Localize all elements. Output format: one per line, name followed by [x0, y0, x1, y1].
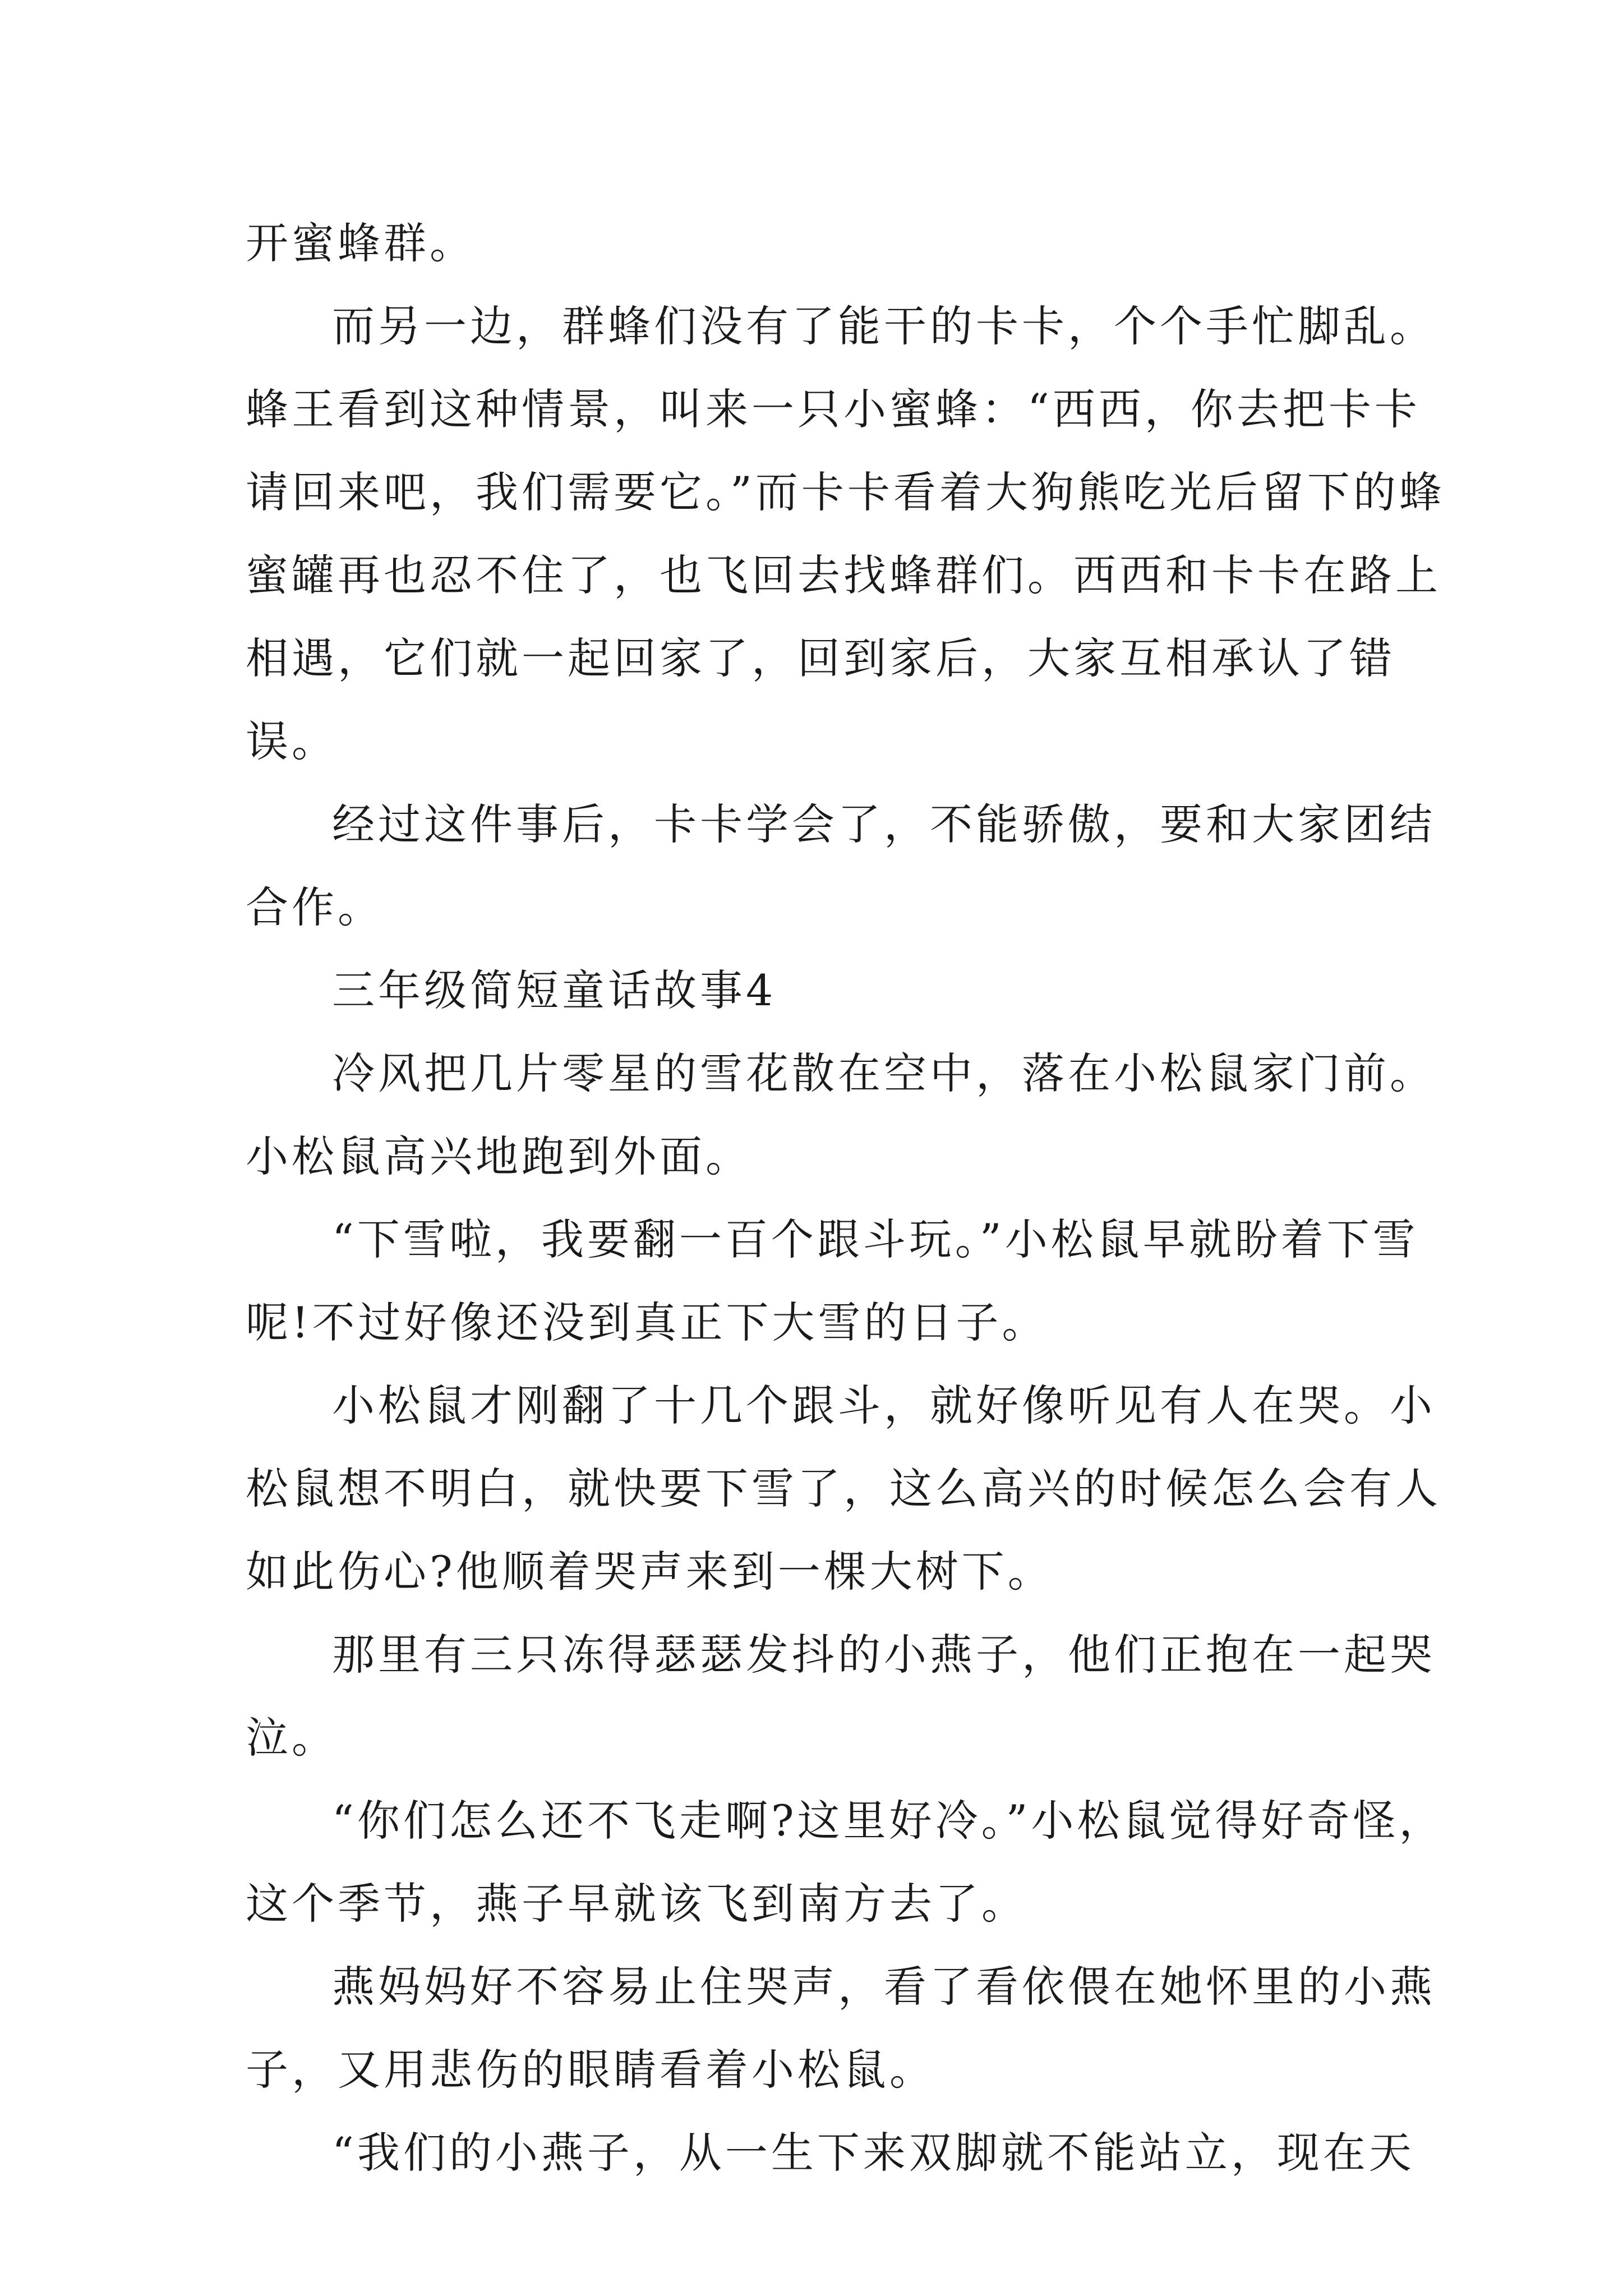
section-heading: 三年级简短童话故事4 — [332, 965, 777, 1015]
paragraph: “我们的小燕子，从一生下来双脚就不能站立，现在天 — [332, 2128, 1415, 2178]
paragraph: “你们怎么还不飞走啊?这里好冷。”小松鼠觉得好奇怪，这个季节，燕子早就该飞到南方去了。 — [246, 1796, 1445, 1929]
paragraph: 小松鼠才刚翻了十几个跟斗，就好像听见有人在哭。小松鼠想不明白，就快要下雪了，这么高兴的时候怎么会有人如此伤心?他顺着哭声来到一棵大树下。 — [246, 1381, 1441, 1596]
paragraph: 燕妈妈好不容易止住哭声，看了看依偎在她怀里的小燕子，又用悲伤的眼睛看着小松鼠。 — [246, 1962, 1436, 2095]
paragraph: “下雪啦，我要翻一百个跟斗玩。”小松鼠早就盼着下雪呢!不过好像还没到真正下大雪的日子。 — [246, 1214, 1419, 1347]
paragraph: 而另一边，群蜂们没有了能干的卡卡，个个手忙脚乱。蜂王看到这种情景，叫来一只小蜜蜂：“西西，你去把卡卡请回来吧，我们需要它。”而卡卡看着大狗熊吃光后留下的蜂蜜罐再也忍不住了，也飞回去找蜂群们。西西和卡卡在路上相遇，它们就一起回家了，回到家后，大家互相承认了错误。 — [246, 301, 1445, 766]
paragraph: 经过这件事后，卡卡学会了，不能骄傲，要和大家团结合作。 — [246, 799, 1436, 932]
paragraph-continuation: 开蜜蜂群。 — [246, 218, 476, 268]
paragraph: 那里有三只冻得瑟瑟发抖的小燕子，他们正抱在一起哭泣。 — [246, 1630, 1436, 1763]
paragraph: 冷风把几片零星的雪花散在空中，落在小松鼠家门前。小松鼠高兴地跑到外面。 — [246, 1048, 1436, 1181]
story-text — [246, 202, 1451, 2194]
